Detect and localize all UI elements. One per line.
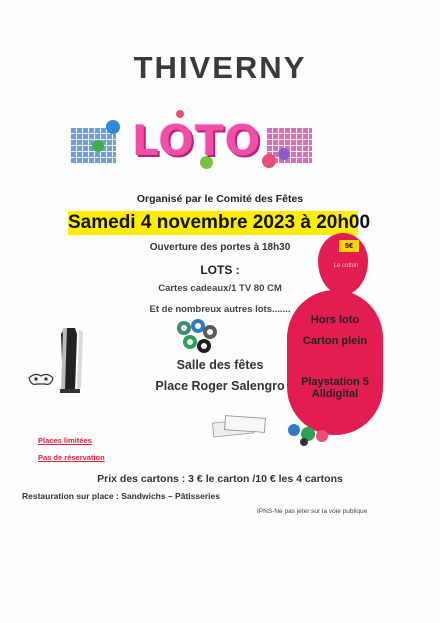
logo-wordmark: LOTO [132,116,262,165]
prize-balloon [287,290,383,435]
town-title: THIVERNY [133,50,307,85]
bingo-balls-icon [284,420,334,446]
playstation-console-icon [27,326,87,396]
bingo-ball-icon [106,120,120,134]
bingo-ball-icon [262,154,276,168]
card-prices: Prix des cartons : 3 € le carton /10 € les 4 cartons [97,473,343,485]
price-sticker: 5€ [339,240,359,252]
bingo-ball-icon [92,140,104,152]
bingo-ball-icon [278,148,290,160]
doors-open: Ouverture des portes à 18h30 [149,242,291,253]
organizer-line: Organisé par le Comité des Fêtes [136,193,304,205]
lots-line-1: Cartes cadeaux/1 TV 80 CM [158,283,282,294]
prize-line-1: Hors loto [310,314,360,326]
print-notice: IPNS-Ne pas jeter sur la voie publique [257,508,368,515]
catering-info: Restauration sur place : Sandwichs – Pâtisseries [22,491,220,501]
lots-heading: LOTS : [200,263,240,277]
price-sticker-caption: Le cotton [333,263,359,269]
places-limited-notice: Places limitées [38,436,92,445]
prize-line-3: Playstation 5 Alldigital [301,376,369,400]
loto-logo [70,110,310,178]
lots-line-2: Et de nombreux autres lots....... [149,304,291,315]
no-reservation-notice: Pas de réservation [38,453,105,462]
lottery-balls-icon [172,318,222,358]
bingo-tickets-icon [211,415,271,439]
venue-address: Place Roger Salengro [155,379,285,393]
event-date: Samedi 4 novembre 2023 à 20h00 [68,212,371,233]
prize-line-2: Carton plein [302,335,368,347]
venue-name: Salle des fêtes [176,358,264,372]
